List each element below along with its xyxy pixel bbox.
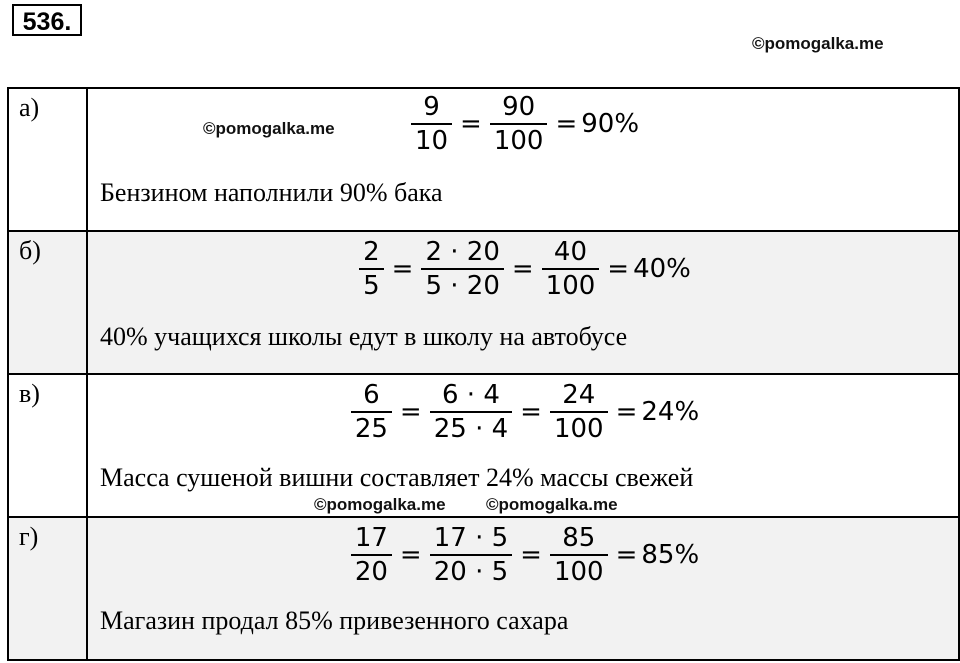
numerator: 6 · 4 [441,380,500,410]
fraction [542,236,600,302]
numerator: 85 [562,523,596,553]
numerator: 2 · 20 [425,237,500,267]
fraction [430,522,512,588]
row-content [87,231,959,374]
row-label: б) [8,231,87,374]
result: 24% [641,397,700,427]
denominator: 5 [363,271,380,301]
numerator: 24 [562,380,596,410]
table-row [8,231,959,374]
table-row [8,88,959,231]
denominator: 100 [553,557,604,587]
numerator: 9 [423,92,440,122]
denominator: 100 [553,414,604,444]
answer-text: Бензином наполнили 90% бака [100,178,443,207]
row-label: а) [8,88,87,231]
numerator: 17 [354,523,388,553]
header-watermark: ©pomogalka.me [752,34,884,53]
numerator: 90 [502,92,536,122]
problem-number: 536. [12,4,82,36]
denominator: 25 · 4 [433,414,509,444]
numerator: 6 [363,380,380,410]
result: 85% [641,540,700,570]
row-content [87,88,959,231]
row-label: г) [8,517,87,660]
answer-text: Магазин продал 85% привезенного сахара [100,606,569,635]
fraction [411,91,452,157]
answer-text: 40% учащихся школы едут в школу на автобусе [100,322,628,351]
table-row [8,374,959,517]
denominator: 20 · 5 [433,557,509,587]
equation: $\frac{6}{25}$ = $\frac{6 \cdot 4}{25 \cdot 4}$ = $\frac{24}{100}$ = 24% [88,375,958,445]
result: 40% [633,254,691,284]
equation: $\frac{2}{5}$ = $\frac{2 \cdot 20}{5 \cdot 20}$ = $\frac{40}{100}$ = 40% [88,232,958,302]
row-content [87,517,959,660]
numerator: 40 [553,237,588,267]
solution-table [7,87,960,661]
answer-text: Масса сушеной вишни составляет 24% массы свежей [100,463,694,492]
row-content [87,374,959,517]
fraction [430,379,512,445]
denominator: 25 [354,414,388,444]
row-watermark: ©pomogalka.me [203,119,335,138]
fraction [421,236,503,302]
numerator: 2 [363,237,380,267]
numerator: 17 · 5 [433,523,509,553]
row-label: в) [8,374,87,517]
fraction [550,379,608,445]
equation: $\frac{9}{10}$ = $\frac{90}{100}$ = 90% [88,89,958,157]
table-row [8,517,959,660]
result: 90% [581,109,640,139]
row-watermark: ©pomogalka.me [486,495,618,514]
fraction [351,379,392,445]
fraction [490,91,548,157]
row-watermark: ©pomogalka.me [314,495,446,514]
denominator: 100 [545,271,596,301]
fraction [351,522,392,588]
denominator: 20 [354,557,388,587]
denominator: 100 [493,126,544,156]
fraction [550,522,608,588]
denominator: 5 · 20 [425,271,500,301]
equation: $\frac{17}{20}$ = $\frac{17 \cdot 5}{20 \cdot 5}$ = $\frac{85}{100}$ = 85% [88,518,958,588]
denominator: 10 [414,126,449,156]
fraction [359,236,384,302]
